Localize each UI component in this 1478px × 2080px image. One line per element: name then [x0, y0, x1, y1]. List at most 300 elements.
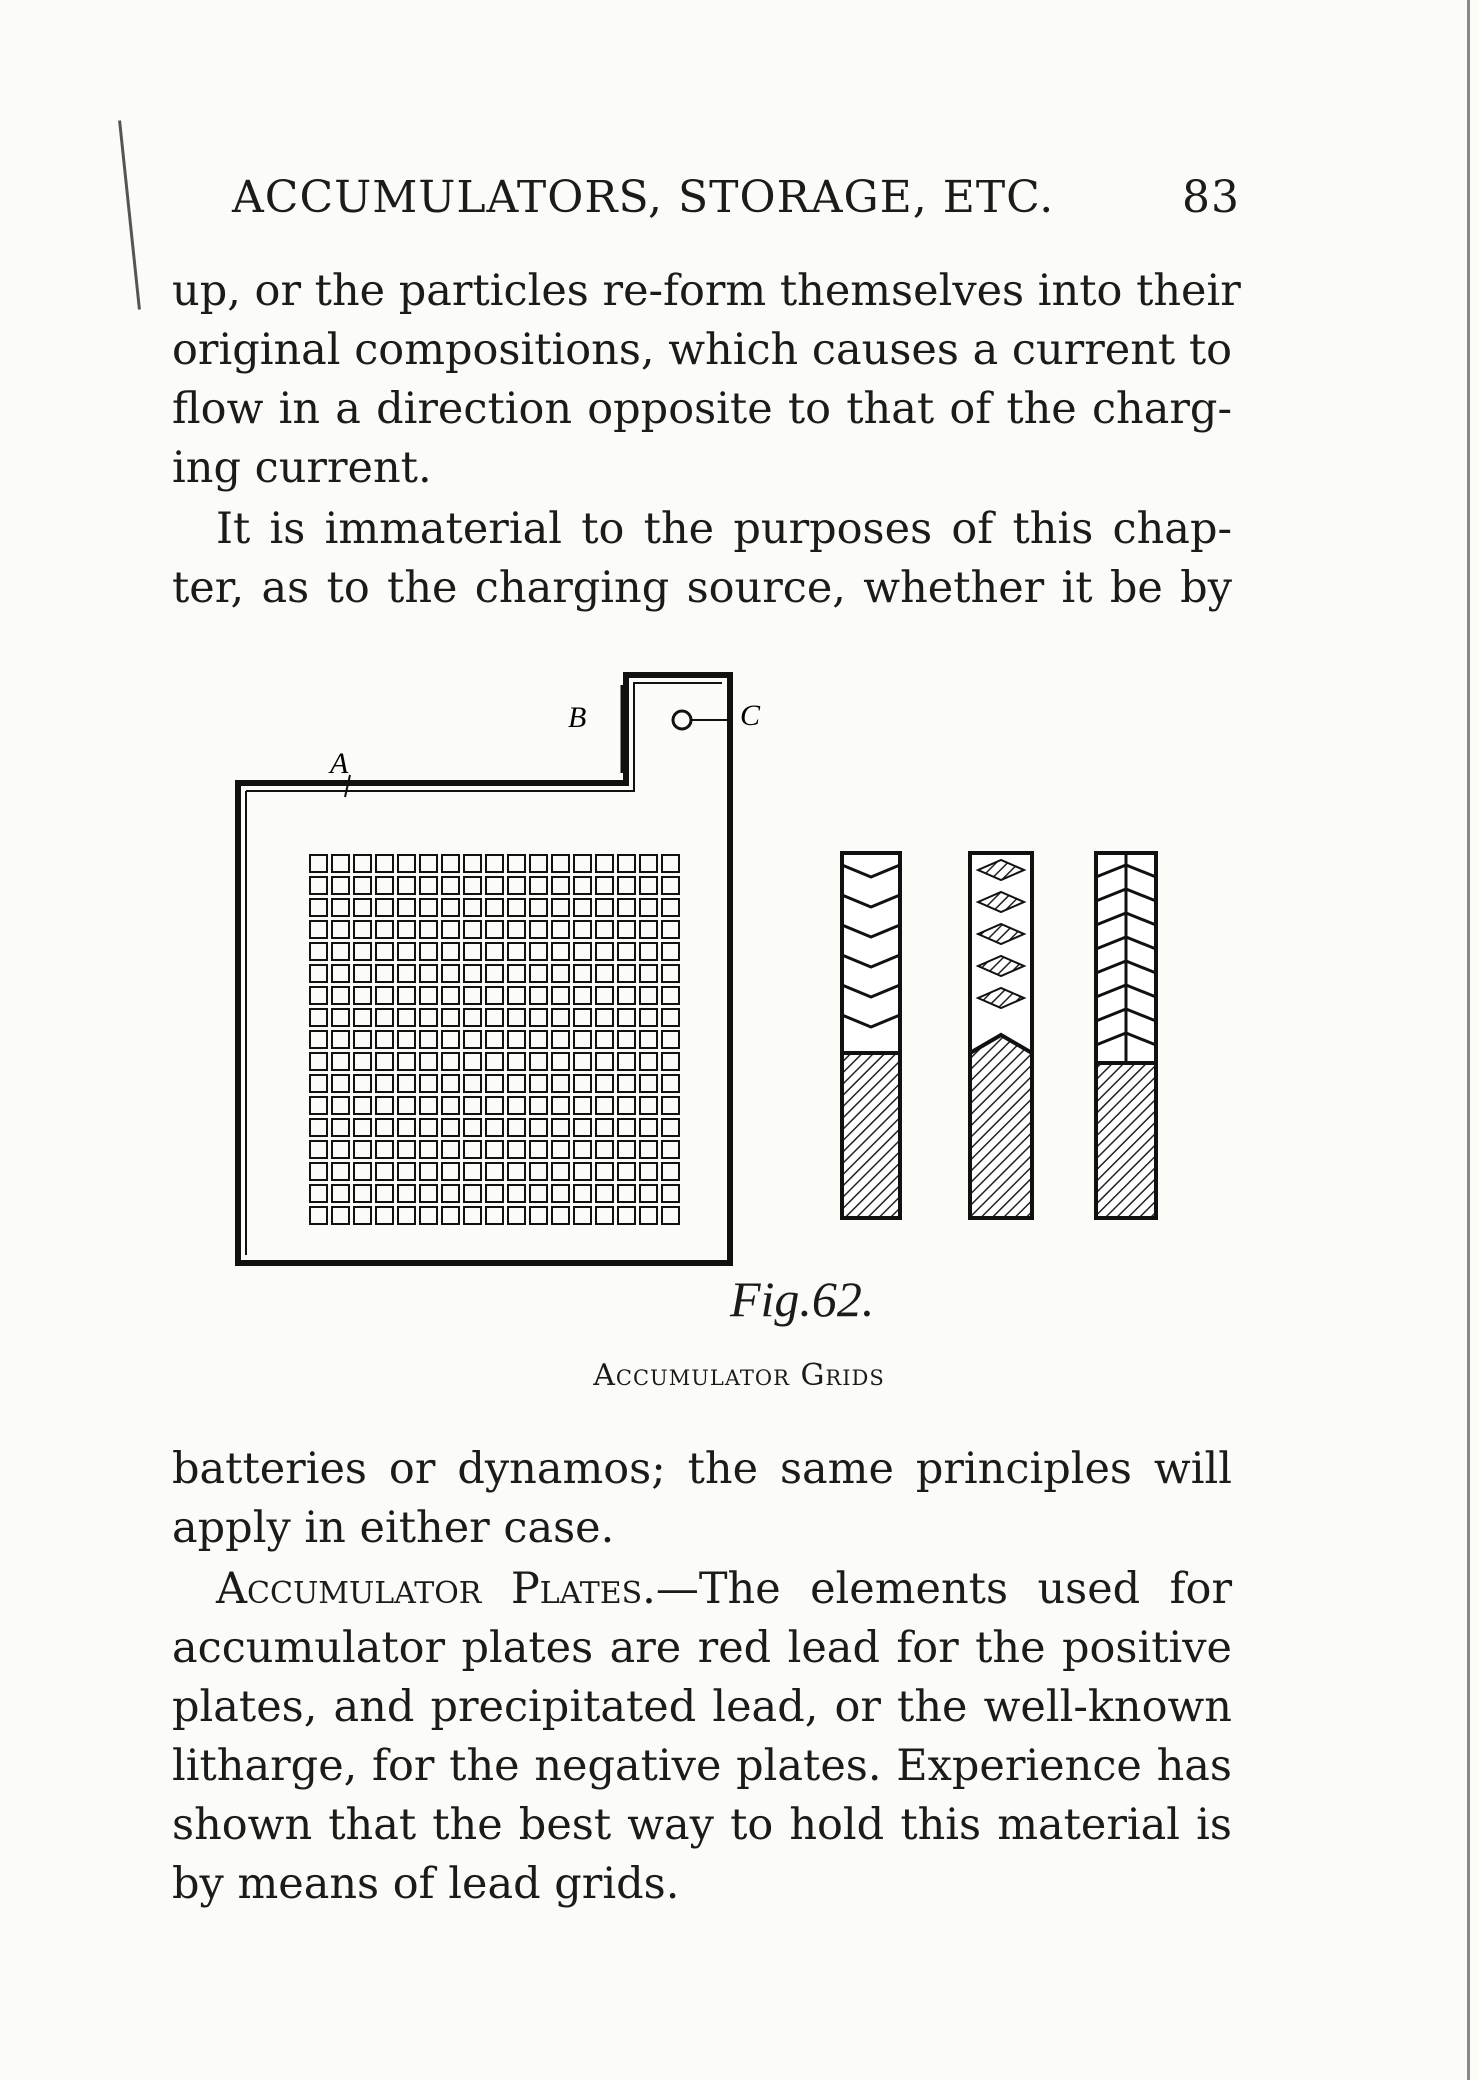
- grid-cell: [574, 1141, 591, 1158]
- grid-cell: [530, 855, 547, 872]
- grid-cell: [596, 1185, 613, 1202]
- grid-cell: [574, 1163, 591, 1180]
- grid-cell: [486, 943, 503, 960]
- grid-cell: [398, 1119, 415, 1136]
- grid-cell: [530, 877, 547, 894]
- grid-cell: [508, 943, 525, 960]
- grid-cell: [662, 1119, 679, 1136]
- label-b: B: [568, 701, 587, 734]
- grid-cell: [442, 1075, 459, 1092]
- grid-cell: [530, 965, 547, 982]
- grid-cell: [354, 899, 371, 916]
- grid-cell: [486, 1207, 503, 1224]
- grid-cell: [486, 899, 503, 916]
- grid-cell: [618, 1207, 635, 1224]
- grid-cell: [420, 943, 437, 960]
- grid-cell: [662, 921, 679, 938]
- grid-cell: [376, 1207, 393, 1224]
- grid-cell: [552, 1009, 569, 1026]
- grid-cell: [596, 1207, 613, 1224]
- grid-cell: [486, 1009, 503, 1026]
- grid-cell: [464, 1207, 481, 1224]
- grid-cell: [640, 1163, 657, 1180]
- grid-cell: [464, 1075, 481, 1092]
- grid-cell: [552, 987, 569, 1004]
- grid-cell: [530, 1097, 547, 1114]
- grid-cell: [486, 1097, 503, 1114]
- grid-cell: [530, 921, 547, 938]
- grid-cell: [398, 1163, 415, 1180]
- grid-cell: [310, 855, 327, 872]
- grid-cell: [310, 1185, 327, 1202]
- terminal-hole: [673, 711, 691, 729]
- grid-cell: [486, 1141, 503, 1158]
- grid-cell: [464, 899, 481, 916]
- grid-cell: [552, 1141, 569, 1158]
- text-line: apply in either case.: [172, 1503, 615, 1553]
- grid-cell: [552, 1075, 569, 1092]
- grid-cell: [530, 1009, 547, 1026]
- grid-cell: [332, 943, 349, 960]
- grid-cell: [574, 877, 591, 894]
- grid-cell: [640, 943, 657, 960]
- grid-cell: [640, 921, 657, 938]
- grid-cell: [640, 965, 657, 982]
- grid-cell: [310, 1097, 327, 1114]
- grid-cell: [442, 921, 459, 938]
- grid-cell: [332, 1053, 349, 1070]
- grid-cell: [354, 1185, 371, 1202]
- grid-cell: [486, 1185, 503, 1202]
- grid-cell: [596, 1009, 613, 1026]
- grid-cell: [596, 1163, 613, 1180]
- grid-cell: [640, 1141, 657, 1158]
- grid-cell: [552, 1031, 569, 1048]
- grid-cell: [552, 899, 569, 916]
- grid-cell: [530, 1185, 547, 1202]
- grid-cell: [508, 899, 525, 916]
- grid-cell: [486, 965, 503, 982]
- grid-cell: [596, 899, 613, 916]
- grid-cell: [354, 965, 371, 982]
- grid-cell: [574, 1119, 591, 1136]
- grid-cell: [354, 855, 371, 872]
- text-line: litharge, for the negative plates. Experience has: [172, 1741, 1232, 1791]
- grid-cell: [332, 1207, 349, 1224]
- grid-cell: [442, 1009, 459, 1026]
- grid-cell: [354, 1163, 371, 1180]
- grid-cell: [530, 1207, 547, 1224]
- grid-cell: [354, 943, 371, 960]
- margin-scan-line: [118, 120, 141, 309]
- text-line: up, or the particles re-form themselves into their: [172, 266, 1241, 316]
- grid-cell: [618, 1141, 635, 1158]
- grid-cell: [420, 921, 437, 938]
- grid-cell: [464, 1141, 481, 1158]
- grid-cell: [442, 1097, 459, 1114]
- page-number: 83: [1182, 172, 1240, 223]
- grid-cell: [354, 1207, 371, 1224]
- grid-cell: [508, 855, 525, 872]
- grid-cell: [574, 1207, 591, 1224]
- cross-section-2: [970, 853, 1032, 1218]
- grid-cell: [398, 1097, 415, 1114]
- grid-cell: [376, 1075, 393, 1092]
- grid-cell: [442, 965, 459, 982]
- grid-cell: [640, 1075, 657, 1092]
- grid-cell: [640, 1031, 657, 1048]
- grid-cell: [508, 1075, 525, 1092]
- label-c: C: [740, 699, 761, 732]
- grid-cell: [310, 899, 327, 916]
- grid-cell: [640, 1097, 657, 1114]
- grid-cell: [662, 855, 679, 872]
- grid-cell: [486, 1119, 503, 1136]
- grid-cell: [596, 1031, 613, 1048]
- grid-cell: [376, 855, 393, 872]
- grid-cell: [376, 1119, 393, 1136]
- grid-cell: [640, 1185, 657, 1202]
- grid-cell: [354, 1141, 371, 1158]
- grid-cell: [574, 1185, 591, 1202]
- grid-cell: [398, 987, 415, 1004]
- grid-cell: [640, 899, 657, 916]
- grid-cell: [310, 1163, 327, 1180]
- grid-cell: [376, 943, 393, 960]
- grid-cell: [618, 1075, 635, 1092]
- grid-cell: [530, 1163, 547, 1180]
- grid-cell: [376, 877, 393, 894]
- grid-cell: [420, 877, 437, 894]
- grid-cell: [332, 1031, 349, 1048]
- grid-cell: [574, 1097, 591, 1114]
- grid-cell: [420, 965, 437, 982]
- grid-cell: [310, 1009, 327, 1026]
- grid-cell: [442, 943, 459, 960]
- grid-cell: [596, 1119, 613, 1136]
- grid-cell: [552, 855, 569, 872]
- page-edge: [1467, 0, 1470, 2080]
- grid-cell: [420, 1075, 437, 1092]
- grid-cell: [662, 1031, 679, 1048]
- grid-cell: [420, 899, 437, 916]
- grid-cell: [464, 943, 481, 960]
- grid-cell: [398, 1009, 415, 1026]
- grid-cell: [332, 921, 349, 938]
- grid-cell: [574, 1075, 591, 1092]
- grid-cell: [574, 1053, 591, 1070]
- grid-cell: [596, 943, 613, 960]
- grid-cell: [486, 1031, 503, 1048]
- grid-cell: [530, 1075, 547, 1092]
- grid-cell: [530, 1119, 547, 1136]
- grid-cell: [662, 899, 679, 916]
- grid-cell: [662, 1185, 679, 1202]
- grid-cell: [530, 943, 547, 960]
- grid-cell: [552, 1097, 569, 1114]
- grid-cell: [486, 1053, 503, 1070]
- figure-drawing: [230, 655, 1230, 1295]
- grid-cell: [354, 877, 371, 894]
- grid-cell: [574, 987, 591, 1004]
- grid-cell: [398, 1207, 415, 1224]
- grid-cell: [574, 855, 591, 872]
- paragraph-4: [172, 1560, 1232, 1914]
- section-heading: Accumulator Plates.: [216, 1564, 656, 1614]
- grid-cell: [618, 1163, 635, 1180]
- grid-cell: [442, 855, 459, 872]
- grid-cell: [464, 1185, 481, 1202]
- grid-cell: [662, 877, 679, 894]
- grid-cell: [354, 1031, 371, 1048]
- grid-cell: [508, 1163, 525, 1180]
- grid-cell: [596, 1075, 613, 1092]
- grid-cell: [662, 1097, 679, 1114]
- grid-cell: [486, 877, 503, 894]
- grid-cell: [420, 1119, 437, 1136]
- grid-cell: [310, 943, 327, 960]
- grid-cell: [486, 1163, 503, 1180]
- grid-cell: [596, 877, 613, 894]
- grid-cell: [508, 877, 525, 894]
- grid-cell: [398, 899, 415, 916]
- grid-cell: [310, 1119, 327, 1136]
- grid-cell: [508, 965, 525, 982]
- grid-cell: [486, 921, 503, 938]
- grid-cell: [618, 965, 635, 982]
- grid-cell: [552, 1207, 569, 1224]
- grid-cell: [354, 1075, 371, 1092]
- grid-cell: [508, 1031, 525, 1048]
- grid-cell: [376, 1009, 393, 1026]
- grid-cell: [420, 855, 437, 872]
- grid-cell: [596, 987, 613, 1004]
- grid-cell: [332, 899, 349, 916]
- grid-cell: [618, 877, 635, 894]
- grid-cell: [420, 1207, 437, 1224]
- label-a: A: [330, 747, 349, 780]
- grid-cell: [398, 877, 415, 894]
- text-line: accumulator plates are red lead for the positive: [172, 1623, 1232, 1673]
- grid-cell: [442, 987, 459, 1004]
- grid-cell: [596, 921, 613, 938]
- grid-cell: [354, 1119, 371, 1136]
- grid-cell: [596, 1097, 613, 1114]
- grid-cell: [640, 1119, 657, 1136]
- paragraph-3: [172, 1440, 1232, 1558]
- grid-cell: [464, 1031, 481, 1048]
- grid-cell: [420, 1141, 437, 1158]
- grid-cell: [640, 1053, 657, 1070]
- grid-cell: [552, 943, 569, 960]
- grid-cell: [596, 1053, 613, 1070]
- grid-cell: [662, 987, 679, 1004]
- grid-cell: [376, 921, 393, 938]
- grid-cell: [442, 1031, 459, 1048]
- grid-cell: [442, 899, 459, 916]
- grid-cell: [618, 1009, 635, 1026]
- grid-cell: [354, 1053, 371, 1070]
- grid-cell: [640, 877, 657, 894]
- grid-cell: [398, 1053, 415, 1070]
- grid-cell: [618, 855, 635, 872]
- grid-cell: [508, 1141, 525, 1158]
- text-line: shown that the best way to hold this material is: [172, 1800, 1232, 1850]
- grid-cell: [618, 921, 635, 938]
- grid-cell: [354, 921, 371, 938]
- grid-cell: [552, 877, 569, 894]
- grid-cell: [618, 1031, 635, 1048]
- grid-cell: [398, 965, 415, 982]
- grid-cell: [530, 899, 547, 916]
- grid-cell: [662, 1141, 679, 1158]
- accumulator-grid-figure: [230, 655, 1230, 1295]
- grid-cell: [574, 943, 591, 960]
- grid-cell: [596, 965, 613, 982]
- grid-cell: [464, 1119, 481, 1136]
- grid-cell: [530, 987, 547, 1004]
- grid-cell: [332, 1097, 349, 1114]
- text-line: ing current.: [172, 443, 432, 493]
- grid-cell: [618, 1097, 635, 1114]
- grid-cell: [310, 1053, 327, 1070]
- grid-cell: [508, 1207, 525, 1224]
- grid-cell: [420, 987, 437, 1004]
- figure-number: Fig.62.: [730, 1271, 875, 1327]
- grid-cells: [310, 855, 679, 1224]
- grid-cell: [376, 987, 393, 1004]
- grid-cell: [376, 1141, 393, 1158]
- grid-cell: [376, 965, 393, 982]
- grid-cell: [662, 1053, 679, 1070]
- grid-cell: [376, 1031, 393, 1048]
- cross-section-3: [1096, 853, 1156, 1218]
- grid-cell: [552, 1185, 569, 1202]
- text-line: original compositions, which causes a current to: [172, 325, 1233, 375]
- grid-cell: [310, 1207, 327, 1224]
- grid-cell: [332, 965, 349, 982]
- grid-cell: [486, 855, 503, 872]
- grid-cell: [420, 1009, 437, 1026]
- grid-cell: [530, 1031, 547, 1048]
- grid-cell: [376, 1185, 393, 1202]
- grid-cell: [442, 1163, 459, 1180]
- grid-cell: [508, 921, 525, 938]
- grid-cell: [442, 1207, 459, 1224]
- grid-cell: [442, 1119, 459, 1136]
- grid-cell: [442, 877, 459, 894]
- grid-cell: [398, 855, 415, 872]
- grid-cell: [552, 1119, 569, 1136]
- grid-cell: [662, 1207, 679, 1224]
- grid-cell: [464, 987, 481, 1004]
- grid-cell: [662, 965, 679, 982]
- grid-cell: [442, 1141, 459, 1158]
- grid-cell: [332, 1185, 349, 1202]
- grid-cell: [464, 1009, 481, 1026]
- grid-cell: [332, 987, 349, 1004]
- grid-cell: [508, 987, 525, 1004]
- grid-cell: [332, 877, 349, 894]
- text-line: It is immaterial to the purposes of this chap-: [216, 504, 1232, 554]
- grid-cell: [486, 987, 503, 1004]
- text-line: by means of lead grids.: [172, 1859, 680, 1909]
- grid-cell: [662, 1075, 679, 1092]
- paragraph-2: [172, 500, 1232, 618]
- grid-cell: [530, 1141, 547, 1158]
- grid-cell: [332, 855, 349, 872]
- grid-cell: [332, 1163, 349, 1180]
- grid-cell: [574, 1009, 591, 1026]
- grid-cell: [662, 1163, 679, 1180]
- text-line: ter, as to the charging source, whether it be by: [172, 563, 1232, 613]
- grid-cell: [574, 921, 591, 938]
- grid-cell: [530, 1053, 547, 1070]
- grid-cell: [574, 965, 591, 982]
- grid-cell: [398, 921, 415, 938]
- grid-cell: [354, 987, 371, 1004]
- grid-cell: [310, 987, 327, 1004]
- grid-cell: [618, 987, 635, 1004]
- grid-cell: [332, 1141, 349, 1158]
- grid-cell: [640, 1207, 657, 1224]
- grid-cell: [552, 1053, 569, 1070]
- grid-cell: [310, 965, 327, 982]
- grid-cell: [376, 1053, 393, 1070]
- grid-cell: [574, 899, 591, 916]
- grid-cell: [398, 1185, 415, 1202]
- grid-cell: [640, 855, 657, 872]
- grid-cell: [596, 855, 613, 872]
- grid-cell: [420, 1163, 437, 1180]
- grid-cell: [618, 943, 635, 960]
- grid-cell: [508, 1185, 525, 1202]
- grid-cell: [464, 1097, 481, 1114]
- text-line: flow in a direction opposite to that of the charg-: [172, 384, 1232, 434]
- paragraph-1: [172, 262, 1241, 498]
- grid-cell: [442, 1053, 459, 1070]
- grid-cell: [310, 1031, 327, 1048]
- grid-cell: [574, 1031, 591, 1048]
- grid-cell: [640, 987, 657, 1004]
- grid-cell: [508, 1009, 525, 1026]
- grid-cell: [552, 965, 569, 982]
- grid-cell: [618, 1119, 635, 1136]
- grid-cell: [618, 1185, 635, 1202]
- grid-cell: [508, 1097, 525, 1114]
- running-title: ACCUMULATORS, STORAGE, ETC.: [232, 172, 1055, 223]
- text-line: [172, 1560, 1232, 1619]
- grid-cell: [508, 1119, 525, 1136]
- grid-cell: [464, 855, 481, 872]
- running-header: [232, 172, 1240, 242]
- grid-cell: [596, 1141, 613, 1158]
- grid-cell: [332, 1075, 349, 1092]
- grid-cell: [662, 1009, 679, 1026]
- grid-cell: [310, 1141, 327, 1158]
- grid-cell: [552, 1163, 569, 1180]
- grid-cell: [618, 1053, 635, 1070]
- grid-cell: [464, 1053, 481, 1070]
- heading-continuation: —The elements used for: [655, 1564, 1232, 1614]
- grid-cell: [552, 921, 569, 938]
- grid-cell: [640, 1009, 657, 1026]
- grid-cell: [398, 943, 415, 960]
- grid-cell: [376, 899, 393, 916]
- grid-cell: [464, 965, 481, 982]
- grid-cell: [354, 1009, 371, 1026]
- grid-cell: [310, 877, 327, 894]
